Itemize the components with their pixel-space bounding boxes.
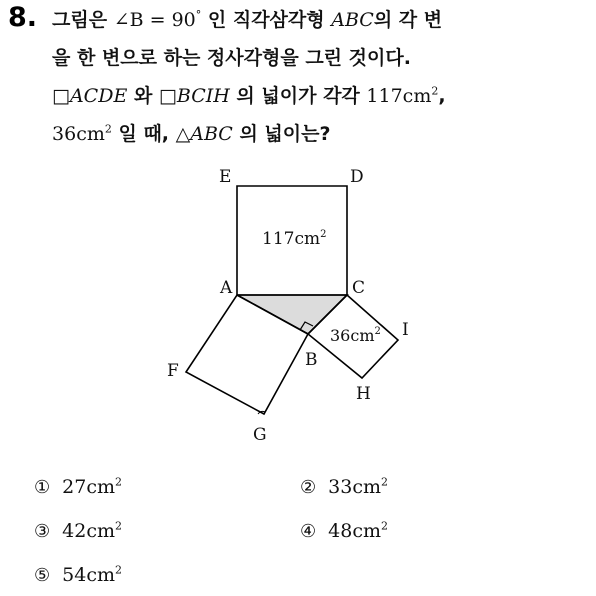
- choice-unit: cm: [86, 564, 115, 586]
- area-value: 117: [366, 85, 403, 107]
- area-unit: cm: [76, 123, 105, 145]
- choice-mark: ③: [34, 521, 51, 542]
- label-a: A: [220, 278, 233, 298]
- area-exponent: 2: [374, 326, 381, 337]
- triangle-name: ABC: [190, 123, 233, 145]
- choice-value: 48: [328, 520, 353, 542]
- choice-value: 54: [62, 564, 87, 586]
- area-value: 36: [330, 326, 351, 345]
- area-unit: cm: [402, 85, 432, 107]
- choice-unit: cm: [352, 520, 381, 542]
- question-text: 의 넓이는?: [232, 123, 331, 145]
- question-text: 와: [127, 85, 159, 107]
- choice-3[interactable]: [34, 520, 122, 542]
- area-value: 36: [52, 123, 77, 145]
- choice-exponent: 2: [381, 519, 388, 533]
- question-number: 8.: [8, 2, 38, 33]
- label-f: F: [167, 361, 179, 381]
- choice-4[interactable]: [300, 520, 388, 542]
- choice-unit: cm: [86, 520, 115, 542]
- choice-exponent: 2: [115, 563, 122, 577]
- angle-value: = 90: [143, 9, 196, 31]
- label-i: I: [402, 320, 409, 340]
- label-g: G: [253, 425, 267, 445]
- choice-exponent: 2: [381, 475, 388, 489]
- degree-symbol: °: [195, 8, 202, 22]
- triangle-symbol: △: [175, 123, 191, 145]
- label-e: E: [219, 167, 232, 187]
- question-text: 의 넓이가 각각: [229, 85, 367, 107]
- choice-unit: cm: [86, 476, 115, 498]
- choice-value: 33: [328, 476, 353, 498]
- question-text: 인 직각삼각형: [201, 9, 332, 31]
- choice-2[interactable]: [300, 476, 388, 498]
- label-c: C: [352, 278, 366, 298]
- area-value: 117: [262, 229, 295, 249]
- label-b: B: [305, 350, 318, 370]
- choice-mark: ②: [300, 477, 317, 498]
- choice-exponent: 2: [115, 475, 122, 489]
- question-text: ,: [438, 85, 446, 107]
- question-text: 그림은: [52, 9, 108, 31]
- square-bcih: BCIH: [176, 85, 230, 107]
- area-unit: cm: [294, 229, 321, 249]
- choice-5[interactable]: [34, 564, 122, 586]
- choice-mark: ①: [34, 477, 51, 498]
- question-text: 의 각 변: [373, 9, 443, 31]
- area-label-acde: [262, 229, 326, 249]
- triangle-name: ABC: [331, 9, 374, 31]
- question-line-2: 을 한 변으로 하는 정사각형을 그린 것이다.: [52, 47, 411, 69]
- choice-exponent: 2: [115, 519, 122, 533]
- choice-value: 42: [62, 520, 87, 542]
- square-acde: ACDE: [69, 85, 128, 107]
- choice-mark: ⑤: [34, 565, 51, 586]
- question-text: 일 때,: [111, 123, 176, 145]
- area-exponent: 2: [431, 84, 439, 98]
- square-symbol: □: [52, 85, 70, 107]
- area-exponent: 2: [104, 122, 112, 136]
- area-unit: cm: [350, 326, 375, 345]
- choice-value: 27: [62, 476, 87, 498]
- label-h: H: [356, 384, 371, 404]
- angle-b: ∠B: [113, 9, 144, 31]
- area-exponent: 2: [320, 229, 327, 240]
- choice-unit: cm: [352, 476, 381, 498]
- area-label-bcih: [330, 326, 381, 345]
- choice-mark: ④: [300, 521, 317, 542]
- square-symbol: □: [158, 85, 177, 107]
- label-d: D: [350, 167, 364, 187]
- choice-1[interactable]: [34, 476, 122, 498]
